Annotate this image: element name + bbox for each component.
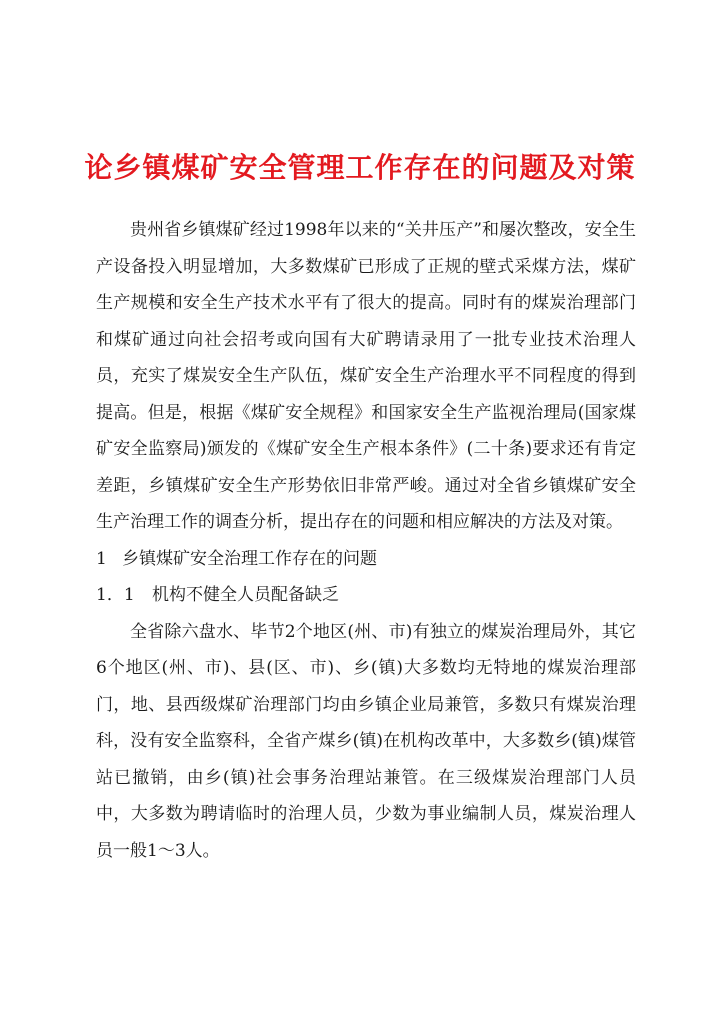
section-number: 1 bbox=[96, 548, 107, 569]
intro-paragraph: 贵州省乡镇煤矿经过1998年以来的“关井压产”和屡次整改，安全生产设备投入明显增加，大多数煤矿已形成了正规的壁式采煤方法，煤矿生产规模和安全生产技术水平有了很大的提高。同时有的煤炭治理部门和煤矿通过向社会招考或向国有大矿聘请录用了一批专业技术治理人员，充实了煤炭安全生产队伍，煤矿安全生产治理水平不同程度的得到提高。但是，根据《煤矿安全规程》和国家安全生产监视治理局(国家煤矿安全监察局)颁发的《煤矿安全生产根本条件》(二十条)要求还有肯定差距，乡镇煤矿安全生产形势依旧非常严峻。通过对全省乡镇煤矿安全生产治理工作的调查分析，提出存在的问题和相应解决的方法及对策。 bbox=[96, 220, 636, 532]
document-title: 论乡镇煤矿安全管理工作存在的问题及对策 bbox=[84, 151, 636, 184]
section-title: 乡镇煤矿安全治理工作存在的问题 bbox=[122, 548, 377, 569]
subsection-paragraph: 全省除六盘水、毕节2个地区(州、市)有独立的煤炭治理局外，其它6个地区(州、市)、县(区、市)、乡(镇)大多数均无特地的煤炭治理部门，地、县西级煤矿治理部门均由乡镇企业局兼管，多数只有煤炭治理科，没有安全监察科，全省产煤乡(镇)在机构改革中，大多数乡(镇)煤管站已撤销，由乡(镇)社会事务治理站兼管。在三级煤炭治理部门人员中，大多数为聘请临时的治理人员，少数为事业编制人员，煤炭治理人员一般1～3人。 bbox=[96, 621, 636, 861]
subsection-number: 1．1 bbox=[96, 585, 135, 605]
section-heading-1 bbox=[96, 541, 636, 578]
document-body bbox=[96, 212, 636, 869]
subsection-title: 机构不健全人员配备缺乏 bbox=[152, 585, 339, 605]
subsection-heading-1-1 bbox=[96, 577, 636, 614]
